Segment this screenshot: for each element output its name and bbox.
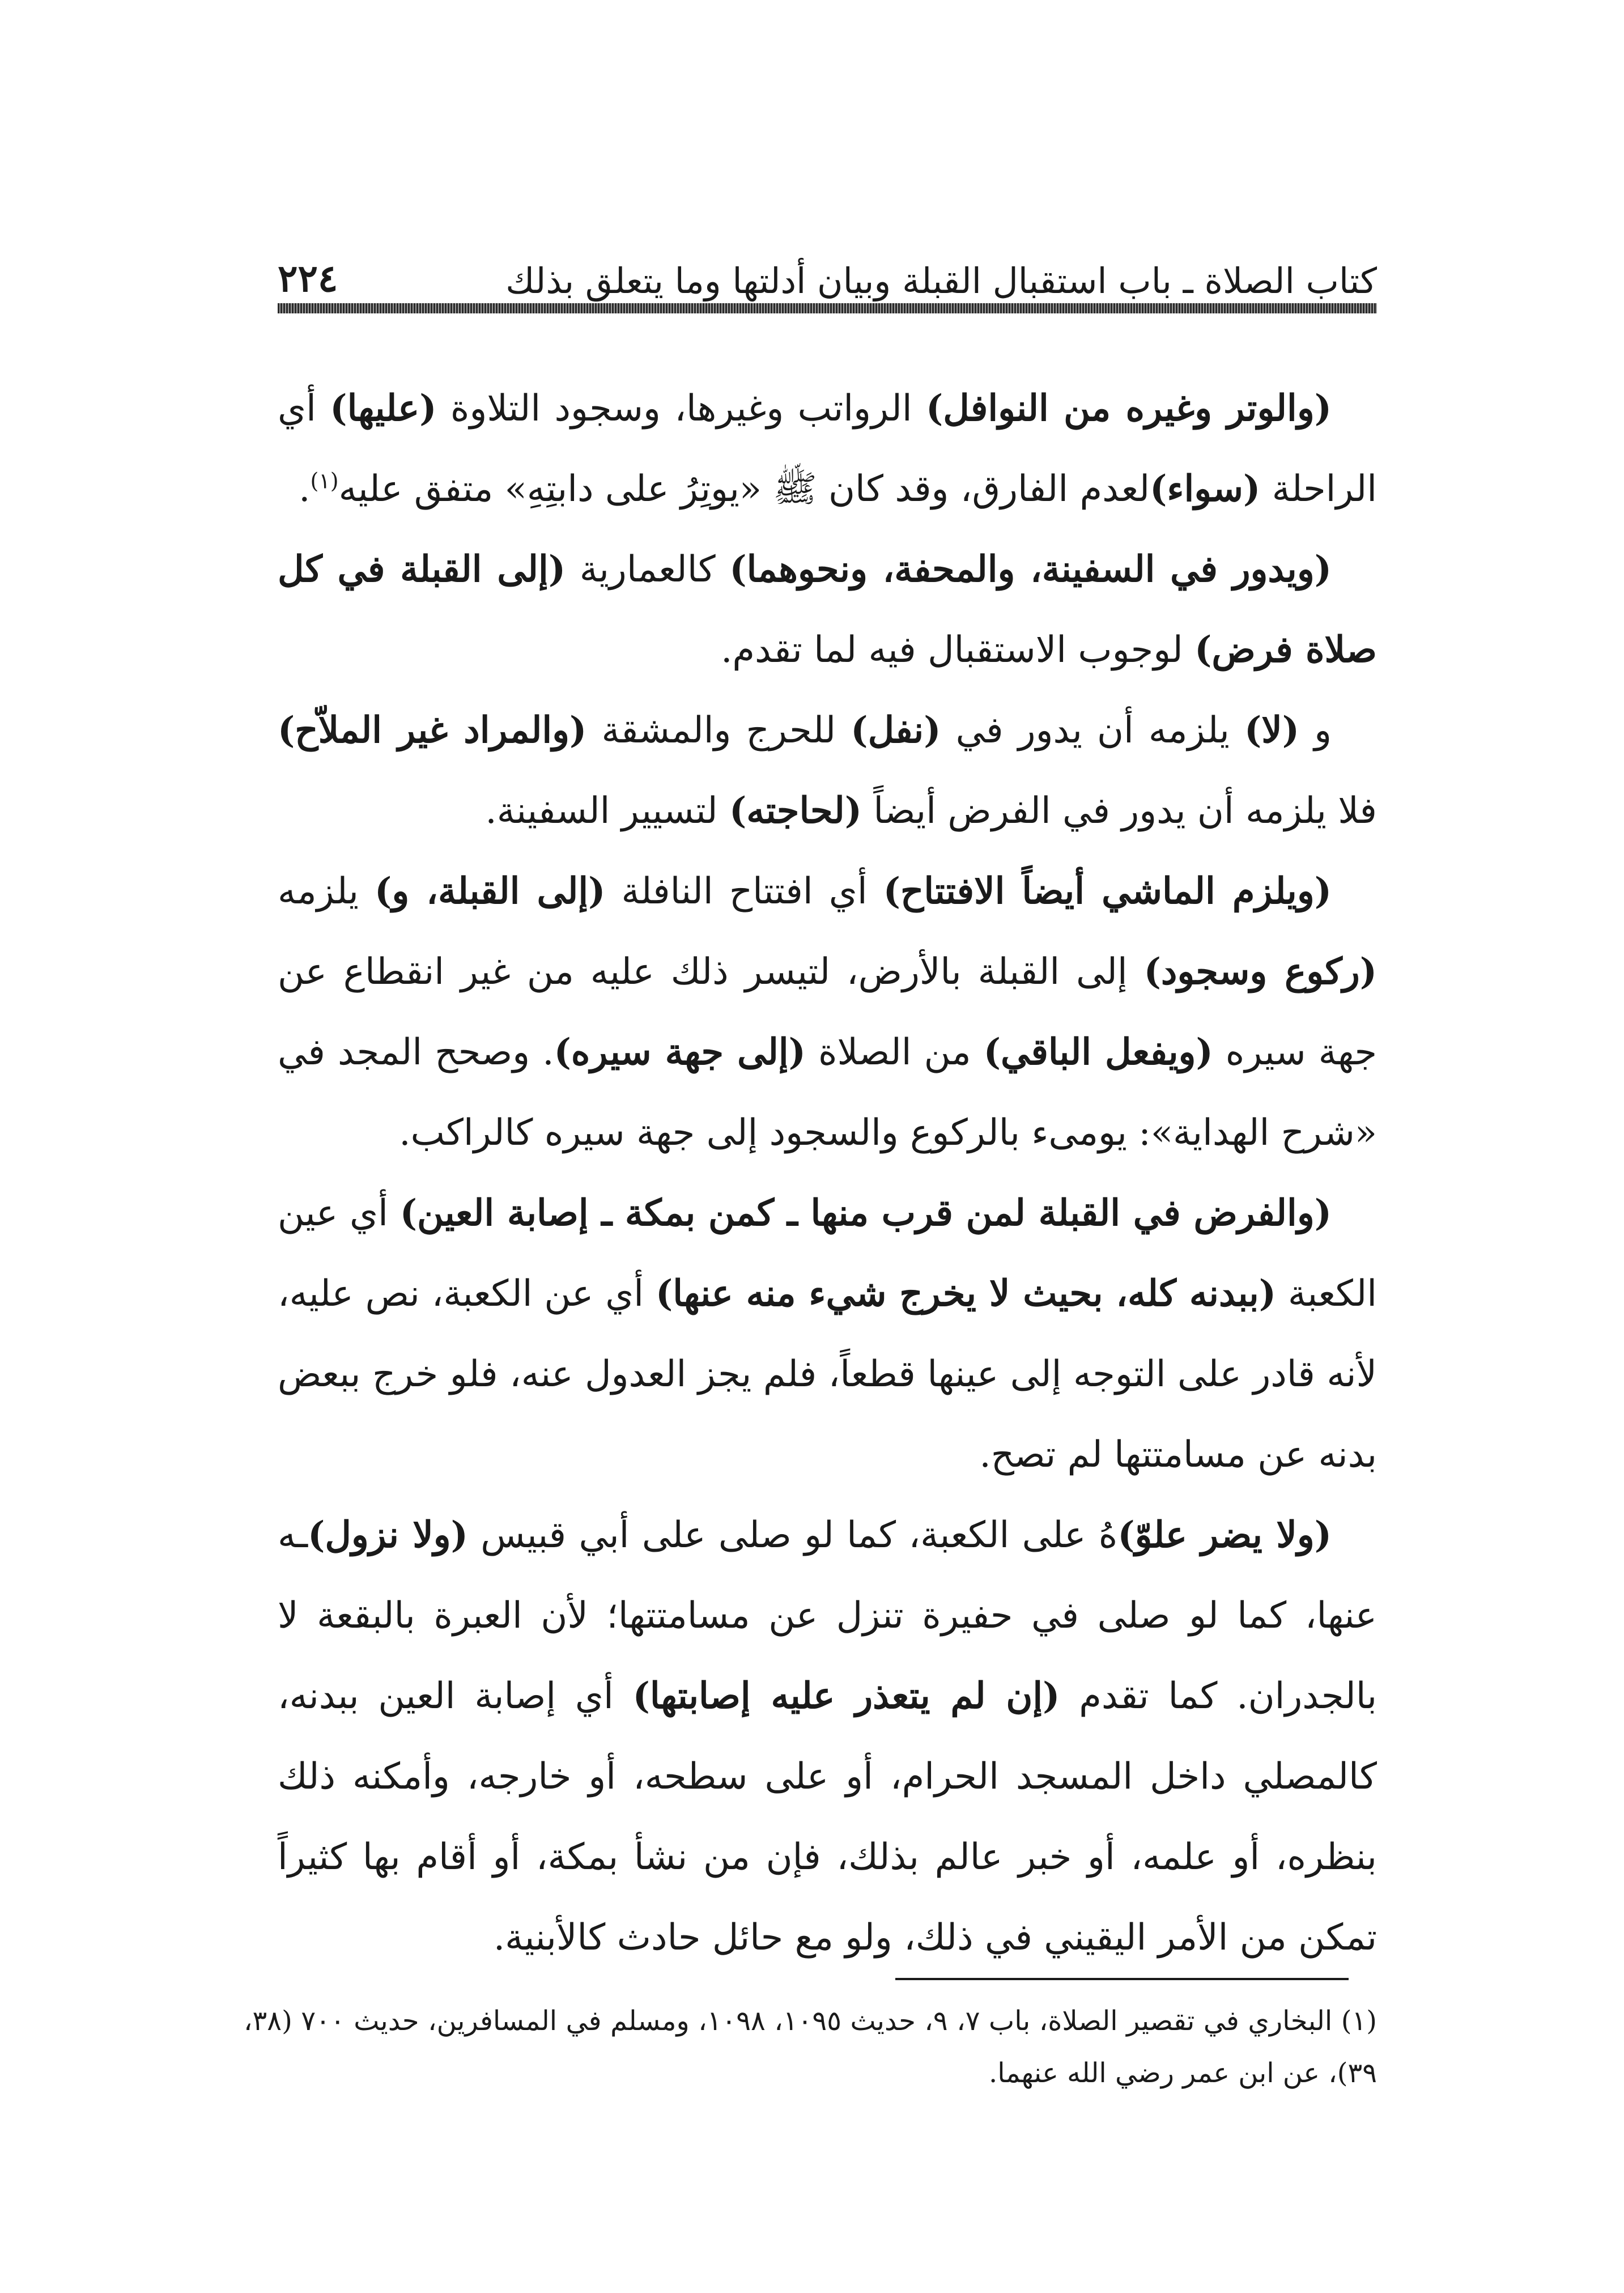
matn-text: (والفرض في القبلة لمن قرب منها ـ كمن بمكة ـ إصابة العين): [399, 1192, 1332, 1234]
commentary-text: أي عن الكعبة، نص عليه، لأنه قادر على التوجه إلى عينها قطعاً، فلم يجز العدول عنه، فلو خرج ببعض بدنه عن مسامتتها لم تصح.: [278, 1273, 1377, 1476]
matn-text: (ولا يضر علوّ): [1117, 1514, 1332, 1556]
matn-text: (ولا نزول): [308, 1514, 468, 1556]
paragraph: [278, 529, 1377, 690]
matn-text: (ببدنه كله، بحيث لا يخرج شيء منه عنها): [656, 1272, 1276, 1315]
commentary-text: من الصلاة: [805, 1031, 984, 1073]
paragraph: [278, 1173, 1377, 1495]
matn-text: (ركوع وسجود): [1143, 950, 1378, 993]
commentary-text: .: [299, 468, 311, 510]
matn-text: (سواء): [1150, 468, 1261, 510]
commentary-text: لتسيير السفينة.: [485, 790, 729, 832]
matn-text: (إلى جهة سيره): [554, 1031, 806, 1073]
commentary-text: هُ على الكعبة، كما لو صلى على أبي قبيس: [467, 1514, 1118, 1556]
commentary-text: لعدم الفارق، وقد كان ﷺ «يوتِرُ على دابتِهِ» متفق عليه: [338, 468, 1150, 510]
header-rule: [278, 303, 1377, 313]
matn-text: (إلى القبلة في كل صلاة فرض): [278, 548, 1377, 671]
commentary-text: لوجوب الاستقبال فيه لما تقدم.: [721, 629, 1195, 671]
matn-text: (لحاجته): [729, 789, 862, 832]
commentary-text: أي عين الكعبة: [278, 1192, 1378, 1315]
commentary-text: . وصحح المجد في «شرح الهداية»: يومىء بالركوع والسجود إلى جهة سيره كالراكب.: [278, 1031, 1377, 1154]
commentary-text: و: [1299, 710, 1332, 751]
paragraph: [278, 851, 1377, 1173]
matn-text: (والوتر وغيره من النوافل): [926, 387, 1332, 430]
paragraph: [278, 690, 1377, 851]
page-number: ٢٢٤: [278, 256, 338, 300]
commentary-text: للحرج والمشقة: [586, 710, 851, 751]
matn-text: (لا): [1244, 709, 1299, 751]
matn-text: (ويلزم الماشي أيضاً الافتتاح): [883, 870, 1332, 912]
matn-text: (إن لم يتعذر عليه إصابتها): [632, 1675, 1060, 1717]
running-title: كتاب الصلاة ـ باب استقبال القبلة وبيان أدلتها وما يتعلق بذلك: [505, 260, 1377, 302]
commentary-text: يلزمه أن يدور في: [941, 710, 1244, 751]
matn-text: (إلى القبلة، و): [375, 870, 606, 912]
main-text: [278, 368, 1377, 1978]
footnote-marker: (١): [310, 468, 339, 494]
paragraph: [278, 1495, 1377, 1978]
page-header: [278, 235, 1377, 300]
footnote: (١) البخاري في تقصير الصلاة، باب ٧، ٩، حديث ١٠٩٥، ١٠٩٨، ومسلم في المسافرين، حديث ٧٠٠ (٣٨، ٣٩)، عن ابن عمر رضي الله عنهما.: [244, 2005, 1377, 2089]
commentary-text: ـه عنها، كما لو صلى في حفيرة تنزل عن مسامتتها؛ لأن العبرة بالبقعة لا بالجدران. كما تقدم: [278, 1514, 1378, 1717]
footnotes: [244, 1995, 1377, 2099]
footnote-divider: [895, 1978, 1349, 1980]
commentary-text: كالعمارية: [566, 549, 730, 591]
matn-text: (عليها): [330, 387, 437, 430]
matn-text: (نفل): [851, 709, 941, 751]
commentary-text: إلى القبلة بالأرض، لتيسر ذلك عليه من غير انقطاع عن جهة سيره: [278, 951, 1378, 1073]
matn-text: (ويفعل الباقي): [983, 1031, 1213, 1073]
commentary-text: يلزمه: [278, 871, 375, 912]
commentary-text: أي الراحلة: [278, 388, 1377, 510]
matn-text: (ويدور في السفينة، والمحفة، ونحوهما): [729, 548, 1332, 591]
commentary-text: الرواتب وغيرها، وسجود التلاوة: [436, 388, 926, 430]
paragraph: [278, 368, 1377, 529]
matn-text: (والمراد غير الملاّح): [278, 709, 587, 751]
commentary-text: أي إصابة العين ببدنه، كالمصلي داخل المسجد الحرام، أو على سطحه، أو خارجه، وأمكنه ذلك بنظره، أو علمه، أو خبر عالم بذلك، فإن من نشأ بمكة، أو أقام بها كثيراً تمكن من الأمر اليقيني في ذلك، ولو مع حائل حادث كالأبنية.: [278, 1675, 1377, 1959]
commentary-text: أي افتتاح النافلة: [605, 871, 883, 912]
commentary-text: فلا يلزمه أن يدور في الفرض أيضاً: [862, 790, 1377, 832]
